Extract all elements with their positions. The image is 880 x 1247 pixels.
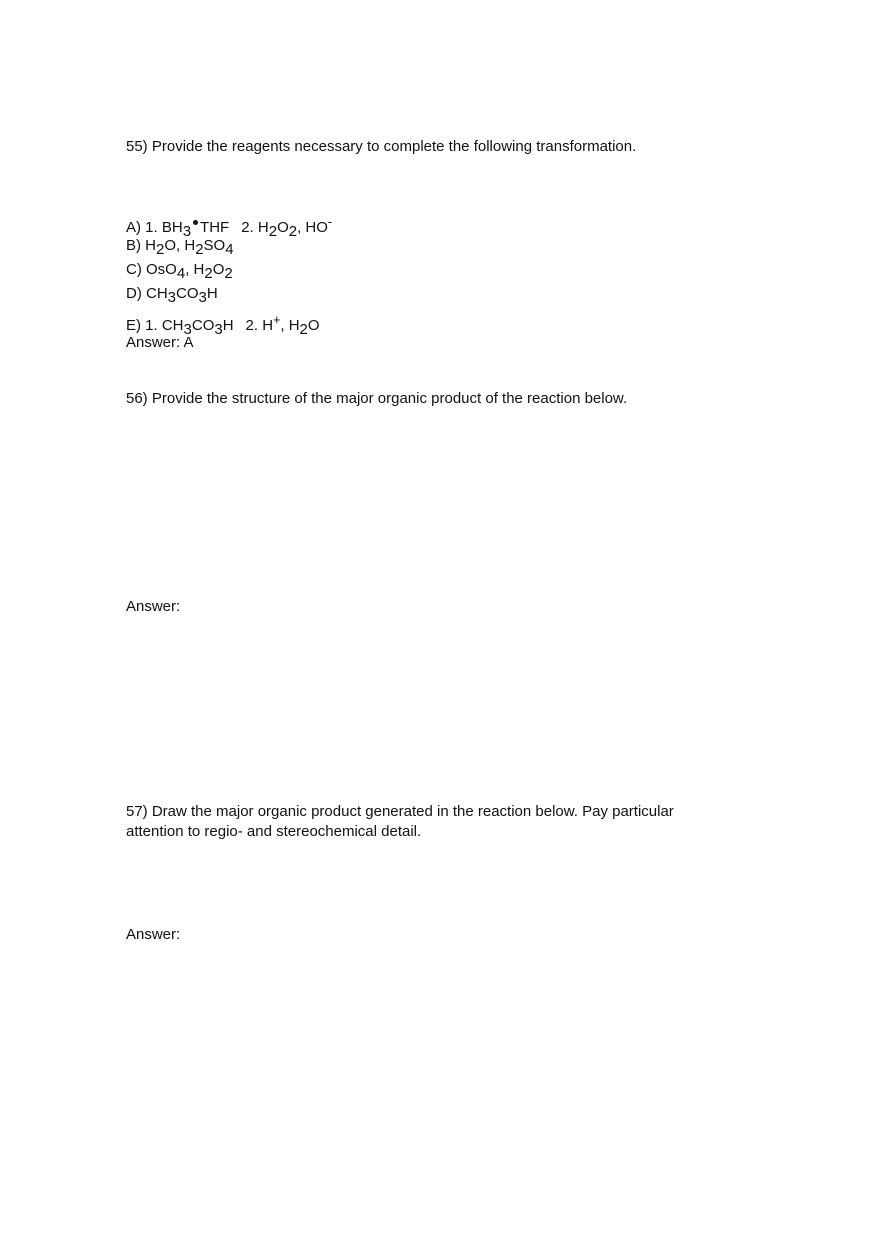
option-d-text: D) CH bbox=[126, 285, 168, 302]
option-b-sub: 2 bbox=[156, 241, 165, 258]
option-a-sup: - bbox=[327, 215, 333, 229]
question-57-line2: attention to regio- and stereochemical detail. bbox=[126, 823, 422, 840]
option-d-text: H bbox=[206, 285, 218, 302]
option-c-text: C) OsO bbox=[126, 261, 177, 278]
option-b bbox=[126, 236, 234, 260]
option-a-thf: THF bbox=[200, 219, 230, 236]
question-56: 56) Provide the structure of the major organic product of the reaction below. bbox=[126, 390, 628, 407]
option-e-sup: + bbox=[273, 313, 281, 327]
option-c-text: O bbox=[212, 261, 225, 278]
option-e-text: , H bbox=[280, 317, 300, 334]
option-e-text: O bbox=[307, 317, 320, 334]
option-b-sub: 4 bbox=[225, 241, 234, 258]
option-a-sub: 3 bbox=[182, 223, 192, 240]
option-c-sub: 2 bbox=[224, 265, 233, 282]
option-c-sub: 4 bbox=[176, 265, 186, 282]
option-e-sub: 3 bbox=[183, 321, 192, 338]
option-a-text: A) 1. BH bbox=[126, 219, 183, 236]
question-57-line1: 57) Draw the major organic product generated in the reaction below. Pay particular bbox=[126, 803, 674, 820]
option-e-step2: 2. H bbox=[245, 317, 274, 334]
option-b-sub: 2 bbox=[195, 241, 204, 258]
answer-55: Answer: A bbox=[126, 334, 194, 351]
answer-56: Answer: bbox=[126, 598, 181, 615]
option-a-step2: 2. H bbox=[241, 219, 269, 236]
option-e-text: CO bbox=[191, 317, 215, 334]
option-b-text: O, H bbox=[164, 237, 196, 254]
option-b-text: SO bbox=[203, 237, 226, 254]
option-a-sub: 2 bbox=[288, 223, 298, 240]
option-c-text: , H bbox=[185, 261, 205, 278]
bullet-dot-icon bbox=[193, 220, 198, 225]
option-a-text: O bbox=[277, 219, 289, 236]
answer-57: Answer: bbox=[126, 926, 181, 943]
option-c-sub: 2 bbox=[204, 265, 213, 282]
option-d-sub: 3 bbox=[167, 289, 177, 306]
option-a-text: , HO bbox=[297, 219, 328, 236]
question-55: 55) Provide the reagents necessary to complete the following transformation. bbox=[126, 138, 637, 155]
option-e-text: H bbox=[222, 317, 234, 334]
option-e-sub: 3 bbox=[214, 321, 223, 338]
option-d-sub: 3 bbox=[198, 289, 207, 306]
option-a-sub: 2 bbox=[268, 223, 278, 240]
option-b-text: B) H bbox=[126, 237, 156, 254]
option-e-text: E) 1. CH bbox=[126, 317, 184, 334]
option-d-text: CO bbox=[176, 285, 199, 302]
option-d bbox=[126, 284, 218, 308]
option-c bbox=[126, 260, 233, 284]
option-e-sub: 2 bbox=[299, 321, 308, 338]
